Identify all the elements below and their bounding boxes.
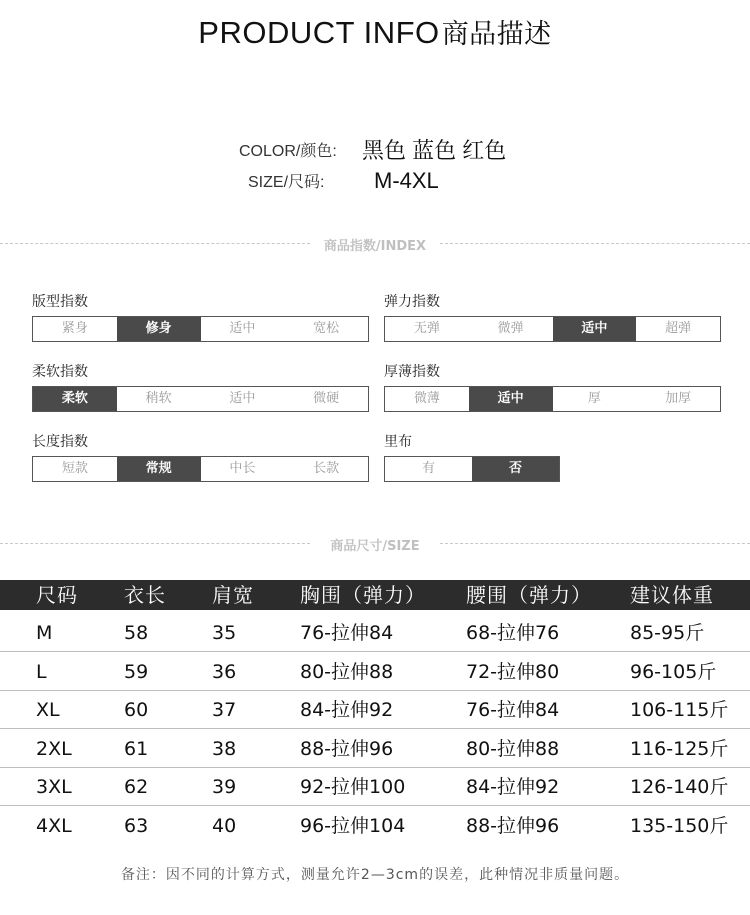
index-group bbox=[384, 432, 721, 482]
cell-weight: 126-140斤 bbox=[630, 776, 729, 798]
header-length: 衣长 bbox=[124, 583, 166, 607]
index-option-selected: 适中 bbox=[553, 317, 637, 341]
cell-bust: 76-拉伸84 bbox=[300, 622, 394, 644]
index-option-selected: 常规 bbox=[117, 457, 201, 481]
cell-bust: 84-拉伸92 bbox=[300, 699, 394, 721]
index-option: 微硬 bbox=[313, 391, 340, 406]
cell-shoulder: 39 bbox=[212, 776, 237, 798]
index-group bbox=[32, 362, 369, 412]
table-row bbox=[0, 691, 750, 729]
table-row bbox=[0, 653, 750, 691]
index-group bbox=[384, 292, 721, 342]
cell-shoulder: 37 bbox=[212, 699, 237, 721]
cell-length: 61 bbox=[124, 737, 149, 760]
size-label: SIZE/尺码: bbox=[248, 174, 325, 191]
table-row bbox=[0, 807, 750, 845]
cell-shoulder: 36 bbox=[212, 660, 237, 683]
index-option: 适中 bbox=[229, 321, 256, 336]
cell-weight: 85-95斤 bbox=[630, 622, 705, 644]
index-group bbox=[384, 362, 721, 412]
cell-weight: 116-125斤 bbox=[630, 737, 729, 760]
title-en: PRODUCT INFO bbox=[198, 15, 440, 50]
cell-length: 58 bbox=[124, 622, 149, 644]
index-option: 无弹 bbox=[413, 321, 440, 336]
title-zh: 商品描述 bbox=[441, 19, 552, 49]
header-weight: 建议体重 bbox=[630, 583, 714, 607]
index-group bbox=[32, 292, 369, 342]
table-row bbox=[0, 730, 750, 768]
index-option: 加厚 bbox=[665, 391, 692, 406]
cell-waist: 72-拉伸80 bbox=[466, 660, 560, 683]
cell-bust: 88-拉伸96 bbox=[300, 737, 394, 760]
cell-waist: 68-拉伸76 bbox=[466, 622, 560, 644]
cell-bust: 96-拉伸104 bbox=[300, 814, 406, 837]
index-bar bbox=[32, 456, 369, 482]
index-option: 宽松 bbox=[313, 321, 340, 336]
index-title: 里布 bbox=[384, 434, 412, 450]
index-option: 稍软 bbox=[145, 391, 172, 406]
header-bust: 胸围（弹力） bbox=[300, 583, 426, 607]
index-option: 厚 bbox=[587, 391, 601, 406]
cell-length: 63 bbox=[124, 814, 149, 837]
cell-length: 60 bbox=[124, 699, 149, 721]
cell-length: 62 bbox=[124, 776, 149, 798]
index-bar bbox=[32, 316, 369, 342]
index-option: 适中 bbox=[229, 391, 256, 406]
index-option: 短款 bbox=[61, 461, 88, 476]
cell-shoulder: 35 bbox=[212, 622, 237, 644]
cell-size: M bbox=[36, 622, 53, 644]
index-bar bbox=[32, 386, 369, 412]
index-option-selected: 修身 bbox=[117, 317, 201, 341]
cell-shoulder: 40 bbox=[212, 814, 237, 837]
cell-waist: 76-拉伸84 bbox=[466, 699, 560, 721]
index-option-selected: 柔软 bbox=[33, 387, 117, 411]
cell-bust: 92-拉伸100 bbox=[300, 776, 406, 798]
cell-waist: 84-拉伸92 bbox=[466, 776, 560, 798]
index-group bbox=[32, 432, 369, 482]
color-value: 黑色 蓝色 红色 bbox=[362, 138, 507, 163]
cell-size: XL bbox=[36, 699, 60, 721]
cell-weight: 106-115斤 bbox=[630, 699, 729, 721]
cell-weight: 135-150斤 bbox=[630, 814, 729, 837]
index-option-selected: 否 bbox=[472, 457, 559, 481]
size-table-header bbox=[0, 580, 750, 610]
cell-size: 3XL bbox=[36, 776, 72, 798]
index-title: 厚薄指数 bbox=[384, 364, 440, 380]
cell-weight: 96-105斤 bbox=[630, 660, 717, 683]
index-option-selected: 适中 bbox=[469, 387, 553, 411]
index-bar bbox=[384, 386, 721, 412]
index-bar bbox=[384, 316, 721, 342]
size-divider bbox=[0, 535, 750, 554]
cell-shoulder: 38 bbox=[212, 737, 237, 760]
header-waist: 腰围（弹力） bbox=[466, 583, 592, 607]
index-divider-label: 商品指数/INDEX bbox=[323, 239, 427, 254]
table-row bbox=[0, 768, 750, 806]
table-row bbox=[0, 614, 750, 652]
index-option: 超弹 bbox=[665, 321, 692, 336]
cell-length: 59 bbox=[124, 660, 149, 683]
index-option: 有 bbox=[421, 461, 435, 476]
index-option: 紧身 bbox=[61, 321, 88, 336]
index-bar bbox=[384, 456, 560, 482]
index-divider bbox=[0, 235, 750, 254]
color-label: COLOR/颜色: bbox=[239, 143, 337, 160]
cell-bust: 80-拉伸88 bbox=[300, 660, 394, 683]
index-title: 版型指数 bbox=[32, 294, 88, 310]
cell-size: 2XL bbox=[36, 737, 72, 760]
index-option: 微弹 bbox=[497, 321, 524, 336]
cell-waist: 88-拉伸96 bbox=[466, 814, 560, 837]
header-shoulder: 肩宽 bbox=[212, 583, 254, 607]
index-option: 中长 bbox=[229, 461, 256, 476]
index-title: 弹力指数 bbox=[384, 294, 440, 310]
index-option: 长款 bbox=[313, 461, 340, 476]
cell-waist: 80-拉伸88 bbox=[466, 737, 560, 760]
footnote: 备注：因不同的计算方式，测量允许2—3cm的误差，此种情况非质量问题。 bbox=[120, 867, 630, 883]
cell-size: 4XL bbox=[36, 814, 72, 837]
size-value: M-4XL bbox=[374, 168, 439, 193]
index-title: 长度指数 bbox=[32, 434, 88, 450]
index-title: 柔软指数 bbox=[32, 364, 88, 380]
index-option: 微薄 bbox=[413, 391, 440, 406]
cell-size: L bbox=[36, 660, 47, 683]
header-size: 尺码 bbox=[36, 583, 78, 607]
page-title bbox=[0, 12, 750, 51]
size-divider-label: 商品尺寸/SIZE bbox=[330, 539, 420, 554]
